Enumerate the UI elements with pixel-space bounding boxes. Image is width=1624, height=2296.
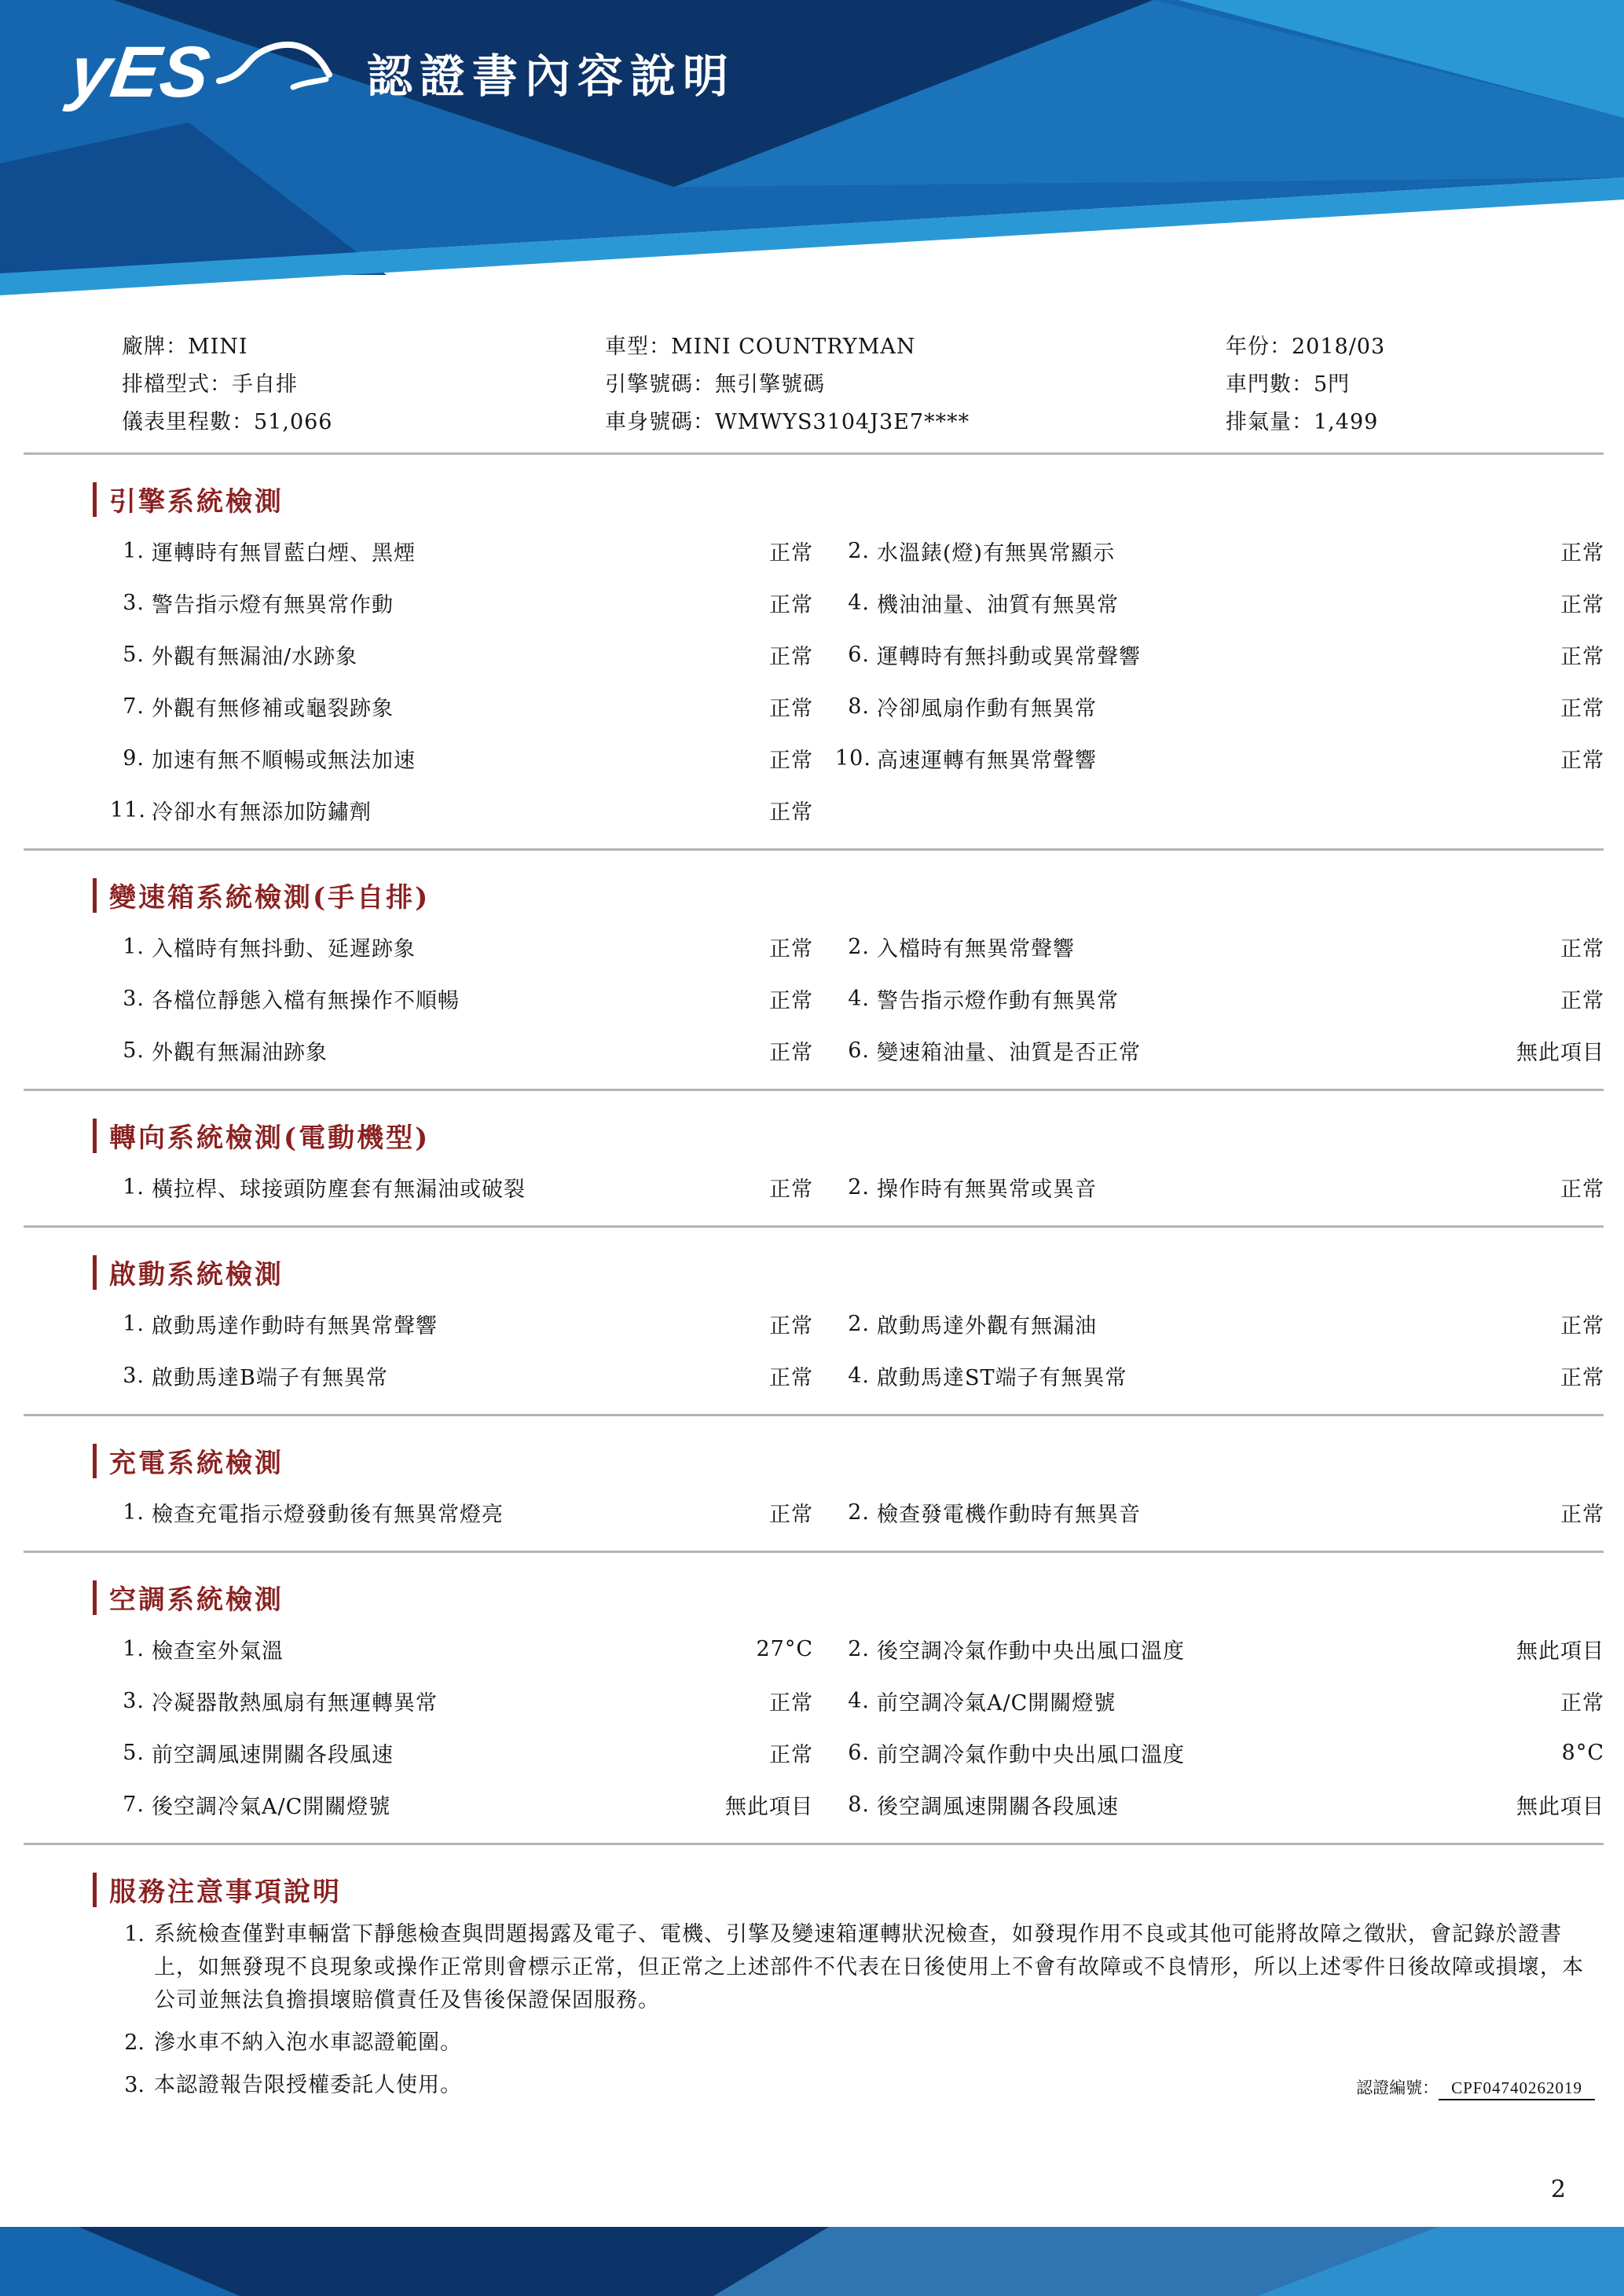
field-value: 51,066 xyxy=(254,410,333,434)
item-number: 6. xyxy=(848,642,870,667)
service-notes-list xyxy=(0,1918,1624,2102)
item-number: 5. xyxy=(123,1740,145,1765)
item-result: 正常 xyxy=(769,1040,813,1065)
item-number: 3. xyxy=(123,1363,145,1388)
item-text: 水溫錶(燈)有無異常顯示 xyxy=(877,540,1116,566)
section-service-notes xyxy=(0,1870,1624,2102)
certification-number: CPF04740262019 xyxy=(1439,2078,1595,2100)
item-text: 警告指示燈作動有無異常 xyxy=(877,988,1119,1013)
item-number: 4. xyxy=(848,590,870,615)
item-text: 啟動馬達作動時有無異常聲響 xyxy=(152,1313,438,1338)
item-result: 27°C xyxy=(756,1636,813,1661)
section-accent-bar xyxy=(93,1873,97,1907)
item-text: 檢查室外氣溫 xyxy=(152,1639,284,1664)
item-result: 正常 xyxy=(1560,988,1604,1013)
field-label: 車門數： xyxy=(1226,372,1314,397)
item-number: 2. xyxy=(848,1636,870,1661)
page-number: 2 xyxy=(1550,2176,1566,2203)
section-accent-bar xyxy=(93,1580,97,1615)
item-result: 正常 xyxy=(769,1690,813,1716)
field-label: 排檔型式： xyxy=(122,372,232,397)
checklist-item xyxy=(835,732,1604,784)
field-label: 車型： xyxy=(605,335,671,359)
field-label: 年份： xyxy=(1226,335,1292,359)
item-result: 正常 xyxy=(769,1502,813,1527)
item-number: 1. xyxy=(123,1311,145,1336)
section-engine xyxy=(0,480,1624,851)
checklist-sections xyxy=(0,480,1624,1845)
item-text: 前空調冷氣作動中央出風口溫度 xyxy=(877,1742,1185,1767)
field-vin xyxy=(605,404,1226,441)
item-result: 無此項目 xyxy=(1516,1794,1604,1819)
item-result: 正常 xyxy=(769,936,813,961)
item-result: 正常 xyxy=(769,1177,813,1202)
item-number: 3. xyxy=(123,1688,145,1713)
section-title xyxy=(93,1253,1624,1291)
item-number: 1. xyxy=(123,934,145,959)
item-result: 無此項目 xyxy=(1516,1040,1604,1065)
footer-background-art xyxy=(0,2227,1624,2296)
checklist-item xyxy=(110,628,813,680)
item-result: 正常 xyxy=(769,1742,813,1767)
checklist-item xyxy=(110,972,813,1024)
item-number: 6. xyxy=(848,1740,870,1765)
item-number: 4. xyxy=(848,1363,870,1388)
note-item-2 xyxy=(110,2027,1604,2060)
item-number: 2. xyxy=(848,934,870,959)
section-items xyxy=(0,518,1624,836)
item-result: 正常 xyxy=(769,540,813,566)
item-result: 正常 xyxy=(769,592,813,617)
field-displacement xyxy=(1226,404,1600,441)
item-text: 外觀有無漏油跡象 xyxy=(152,1040,328,1065)
checklist-item xyxy=(835,1778,1604,1830)
checklist-item xyxy=(110,1161,813,1213)
item-number: 2. xyxy=(848,1174,870,1199)
item-result: 正常 xyxy=(1560,540,1604,566)
item-result: 正常 xyxy=(1560,1177,1604,1202)
item-number: 4. xyxy=(848,986,870,1011)
section-title xyxy=(93,480,1624,518)
item-text: 運轉時有無冒藍白煙、黑煙 xyxy=(152,540,416,566)
field-model xyxy=(605,328,1226,366)
section-title-text: 空調系統檢測 xyxy=(109,1584,284,1616)
item-result: 正常 xyxy=(769,696,813,721)
vehicle-info-col-3 xyxy=(1226,328,1600,441)
checklist-item xyxy=(110,921,813,972)
section-title xyxy=(93,1578,1624,1617)
item-number: 2. xyxy=(848,1311,870,1336)
section-title xyxy=(93,1116,1624,1155)
field-value: WMWYS3104J3E7**** xyxy=(715,410,970,434)
field-year xyxy=(1226,328,1600,366)
item-result: 正常 xyxy=(1560,592,1604,617)
item-text: 操作時有無異常或異音 xyxy=(877,1177,1097,1202)
note-number: 2. xyxy=(124,2031,145,2055)
vehicle-info xyxy=(0,325,1624,441)
section-items xyxy=(0,1155,1624,1213)
section-divider xyxy=(24,1551,1604,1553)
vehicle-info-col-1 xyxy=(122,328,605,441)
field-label: 儀表里程數： xyxy=(122,410,254,434)
field-value: 5門 xyxy=(1314,372,1351,397)
checklist-item xyxy=(110,1349,813,1401)
page-footer xyxy=(0,2227,1624,2296)
field-value: 手自排 xyxy=(232,372,298,397)
item-result: 正常 xyxy=(1560,748,1604,773)
checklist-item xyxy=(835,680,1604,732)
section-steering xyxy=(0,1116,1624,1228)
item-number: 2. xyxy=(848,1500,870,1525)
section-accent-bar xyxy=(93,482,97,517)
item-text: 後空調風速開關各段風速 xyxy=(877,1794,1119,1819)
item-number: 5. xyxy=(123,642,145,667)
page-title: 認證書內容說明 xyxy=(366,51,735,102)
item-result: 正常 xyxy=(1560,696,1604,721)
item-text: 入檔時有無抖動、延遲跡象 xyxy=(152,936,416,961)
item-text: 高速運轉有無異常聲響 xyxy=(877,748,1097,773)
item-number: 8. xyxy=(848,1792,870,1817)
note-number: 3. xyxy=(124,2073,145,2097)
field-value: 1,499 xyxy=(1314,410,1379,434)
section-title-text: 充電系統檢測 xyxy=(109,1448,284,1479)
item-text: 加速有無不順暢或無法加速 xyxy=(152,748,416,773)
item-text: 檢查發電機作動時有無異音 xyxy=(877,1502,1141,1527)
field-value: MINI xyxy=(188,335,248,359)
section-accent-bar xyxy=(93,1444,97,1478)
item-text: 啟動馬達外觀有無漏油 xyxy=(877,1313,1097,1338)
item-result: 無此項目 xyxy=(725,1794,813,1819)
item-result: 正常 xyxy=(1560,1690,1604,1716)
checklist-item xyxy=(835,1675,1604,1727)
section-divider xyxy=(24,1225,1604,1228)
checklist-item xyxy=(835,1161,1604,1213)
item-number: 3. xyxy=(123,590,145,615)
checklist-item xyxy=(835,1298,1604,1349)
yes-logo: yES xyxy=(64,32,216,112)
item-text: 後空調冷氣A/C開關燈號 xyxy=(152,1794,391,1819)
note-row-with-cert xyxy=(110,2060,1604,2102)
item-text: 變速箱油量、油質是否正常 xyxy=(877,1040,1141,1065)
item-result: 無此項目 xyxy=(1516,1639,1604,1664)
field-label: 廠牌： xyxy=(122,335,188,359)
item-text: 前空調風速開關各段風速 xyxy=(152,1742,394,1767)
item-number: 9. xyxy=(123,745,145,771)
item-text: 前空調冷氣A/C開關燈號 xyxy=(877,1690,1116,1716)
certification-label: 認證編號： xyxy=(1356,2078,1439,2097)
item-text: 冷卻風扇作動有無異常 xyxy=(877,696,1097,721)
section-title xyxy=(93,1441,1624,1480)
item-text: 後空調冷氣作動中央出風口溫度 xyxy=(877,1639,1185,1664)
item-number: 1. xyxy=(123,1500,145,1525)
item-result: 正常 xyxy=(769,1365,813,1390)
note-item-3 xyxy=(110,2069,462,2102)
field-mileage xyxy=(122,404,605,441)
item-number: 6. xyxy=(848,1038,870,1063)
item-number: 4. xyxy=(848,1688,870,1713)
item-result: 正常 xyxy=(769,800,813,825)
item-text: 入檔時有無異常聲響 xyxy=(877,936,1075,961)
field-brand xyxy=(122,328,605,366)
field-value: 2018/03 xyxy=(1292,335,1386,359)
item-number: 5. xyxy=(123,1038,145,1063)
checklist-item xyxy=(110,1675,813,1727)
checklist-item xyxy=(110,525,813,577)
field-value: 無引擎號碼 xyxy=(715,372,825,397)
checklist-item xyxy=(110,784,813,836)
note-text: 滲水車不納入泡水車認證範圍。 xyxy=(154,2031,462,2055)
section-accent-bar xyxy=(93,878,97,913)
item-result: 正常 xyxy=(1560,1502,1604,1527)
item-number: 1. xyxy=(123,538,145,563)
checklist-item xyxy=(835,1623,1604,1675)
note-text: 本認證報告限授權委託人使用。 xyxy=(154,2073,462,2097)
section-items xyxy=(0,1617,1624,1830)
section-title xyxy=(93,1870,1624,1909)
field-label: 引擎號碼： xyxy=(605,372,715,397)
item-text: 外觀有無漏油/水跡象 xyxy=(152,644,358,669)
section-starting xyxy=(0,1253,1624,1416)
section-divider xyxy=(24,1414,1604,1416)
item-result: 8°C xyxy=(1561,1740,1604,1765)
item-text: 外觀有無修補或龜裂跡象 xyxy=(152,696,394,721)
checklist-item xyxy=(110,1298,813,1349)
checklist-item xyxy=(835,1024,1604,1076)
checklist-item xyxy=(110,1024,813,1076)
section-air-conditioning xyxy=(0,1578,1624,1845)
item-result: 正常 xyxy=(1560,1313,1604,1338)
item-result: 正常 xyxy=(769,1313,813,1338)
item-text: 冷卻水有無添加防鏽劑 xyxy=(152,800,372,825)
checklist-item xyxy=(110,1727,813,1778)
item-text: 機油油量、油質有無異常 xyxy=(877,592,1119,617)
item-number: 11. xyxy=(110,797,146,822)
item-number: 8. xyxy=(848,694,870,719)
checklist-item xyxy=(110,1486,813,1538)
item-text: 橫拉桿、球接頭防塵套有無漏油或破裂 xyxy=(152,1177,526,1202)
item-text: 冷凝器散熱風扇有無運轉異常 xyxy=(152,1690,438,1716)
item-text: 檢查充電指示燈發動後有無異常燈亮 xyxy=(152,1502,504,1527)
note-item-1 xyxy=(110,1918,1604,2017)
section-divider xyxy=(24,1089,1604,1091)
item-result: 正常 xyxy=(1560,1365,1604,1390)
field-transmission-type xyxy=(122,366,605,404)
section-accent-bar xyxy=(93,1255,97,1290)
section-title-text: 引擎系統檢測 xyxy=(109,486,284,518)
item-number: 7. xyxy=(123,694,145,719)
checklist-item xyxy=(835,921,1604,972)
section-title-text: 啟動系統檢測 xyxy=(109,1259,284,1291)
item-number: 3. xyxy=(123,986,145,1011)
item-text: 啟動馬達B端子有無異常 xyxy=(152,1365,388,1390)
section-title-text: 轉向系統檢測(電動機型) xyxy=(109,1122,431,1154)
section-divider xyxy=(24,1843,1604,1845)
item-result: 正常 xyxy=(1560,936,1604,961)
item-text: 警告指示燈有無異常作動 xyxy=(152,592,394,617)
checklist-item xyxy=(110,1623,813,1675)
checklist-item xyxy=(110,680,813,732)
checklist-item xyxy=(110,732,813,784)
checklist-item xyxy=(110,1778,813,1830)
item-number: 10. xyxy=(835,745,871,771)
section-items xyxy=(0,1480,1624,1538)
certification-number-row xyxy=(1356,2075,1595,2099)
field-label: 車身號碼： xyxy=(605,410,715,434)
item-number: 1. xyxy=(123,1636,145,1661)
checklist-item xyxy=(835,1486,1604,1538)
section-items xyxy=(0,1291,1624,1401)
field-label: 排氣量： xyxy=(1226,410,1314,434)
section-transmission xyxy=(0,876,1624,1091)
note-text: 系統檢查僅對車輛當下靜態檢查與問題揭露及電子、電機、引擎及變速箱運轉狀況檢查，如發現作用不良或其他可能將故障之徵狀，會記錄於證書上，如無發現不良現象或操作正常則會標示正常，但正常之上述部件不代表在日後使用上不會有故障或不良情形，所以上述零件日後故障或損壞，本公司並無法負擔損壞賠償責任及售後保證保固服務。 xyxy=(154,1922,1584,2012)
section-title-text: 服務注意事項說明 xyxy=(109,1877,342,1908)
field-value: MINI COUNTRYMAN xyxy=(671,335,916,359)
section-divider xyxy=(24,848,1604,851)
item-text: 啟動馬達ST端子有無異常 xyxy=(877,1365,1127,1390)
section-items xyxy=(0,914,1624,1076)
item-result: 正常 xyxy=(769,988,813,1013)
item-result: 正常 xyxy=(769,644,813,669)
checklist-item xyxy=(835,1349,1604,1401)
section-title xyxy=(93,876,1624,914)
item-number: 7. xyxy=(123,1792,145,1817)
section-accent-bar xyxy=(93,1119,97,1153)
item-text: 運轉時有無抖動或異常聲響 xyxy=(877,644,1141,669)
item-text: 各檔位靜態入檔有無操作不順暢 xyxy=(152,988,460,1013)
field-engine-number xyxy=(605,366,1226,404)
checklist-item xyxy=(835,1727,1604,1778)
item-number: 2. xyxy=(848,538,870,563)
item-number: 1. xyxy=(123,1174,145,1199)
checklist-item xyxy=(835,525,1604,577)
item-result: 正常 xyxy=(1560,644,1604,669)
note-number: 1. xyxy=(124,1922,145,1946)
section-title-text: 變速箱系統檢測(手自排) xyxy=(109,882,431,914)
field-doors xyxy=(1226,366,1600,404)
checklist-item xyxy=(835,577,1604,628)
checklist-item xyxy=(110,577,813,628)
checklist-item xyxy=(835,972,1604,1024)
item-result: 正常 xyxy=(769,748,813,773)
section-charging xyxy=(0,1441,1624,1553)
vehicle-info-col-2 xyxy=(605,328,1226,441)
checklist-item xyxy=(835,628,1604,680)
section-divider xyxy=(24,452,1604,455)
